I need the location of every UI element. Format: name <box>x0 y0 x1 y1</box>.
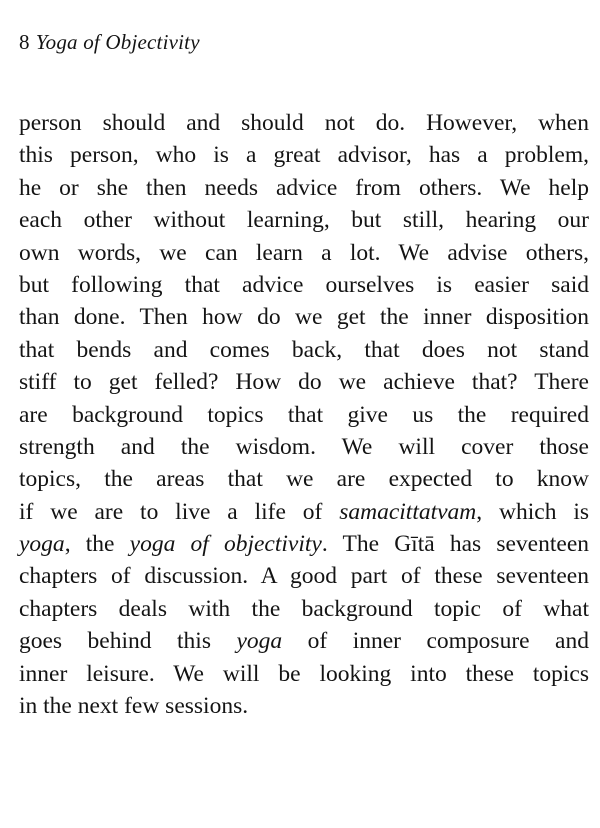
text-line: are background topics that give us the required <box>19 401 589 428</box>
text-line: in the next few sessions. <box>19 693 249 720</box>
text-line: chapters deals with the background topic of what <box>19 595 589 622</box>
italic-term: yoga <box>236 628 283 655</box>
text-line: inner leisure. We will be looking into these topics <box>19 660 589 687</box>
italic-term: samacittatvam <box>339 498 477 525</box>
text-line: person should and should not do. However, when <box>19 110 589 136</box>
text-line: this person, who is a great advisor, has a problem, <box>19 142 589 169</box>
italic-term: yoga of objectivity <box>129 531 322 558</box>
text-run: of inner composure and <box>282 628 589 655</box>
text-line <box>19 528 589 560</box>
body-paragraph <box>19 107 589 722</box>
text-run: goes behind this <box>19 628 237 655</box>
text-line: that bends and comes back, that does not stand <box>19 336 589 363</box>
text-line: strength and the wisdom. We will cover those <box>19 433 589 460</box>
text-line: than done. Then how do we get the inner disposition <box>19 304 589 331</box>
text-line: own words, we can learn a lot. We advise others, <box>19 239 589 266</box>
text-run: . The Gītā has seventeen <box>321 531 589 558</box>
text-line <box>19 496 589 528</box>
book-title: Yoga of Objectivity <box>35 30 200 54</box>
text-run: if we are to live a life of <box>19 498 340 525</box>
text-line: each other without learning, but still, hearing our <box>19 207 589 234</box>
page-number: 8 <box>19 30 30 54</box>
text-line <box>19 625 589 657</box>
italic-term: yoga <box>19 531 65 558</box>
text-line: topics, the areas that we are expected to know <box>19 466 589 493</box>
text-line: he or she then needs advice from others. We help <box>19 174 589 201</box>
text-line: chapters of discussion. A good part of these seventeen <box>19 563 589 590</box>
text-line: but following that advice ourselves is easier said <box>19 271 589 298</box>
text-run: , the <box>64 531 130 558</box>
running-head <box>19 28 200 56</box>
text-run: , which is <box>476 498 590 525</box>
text-line: stiff to get felled? How do we achieve that? There <box>19 369 589 396</box>
